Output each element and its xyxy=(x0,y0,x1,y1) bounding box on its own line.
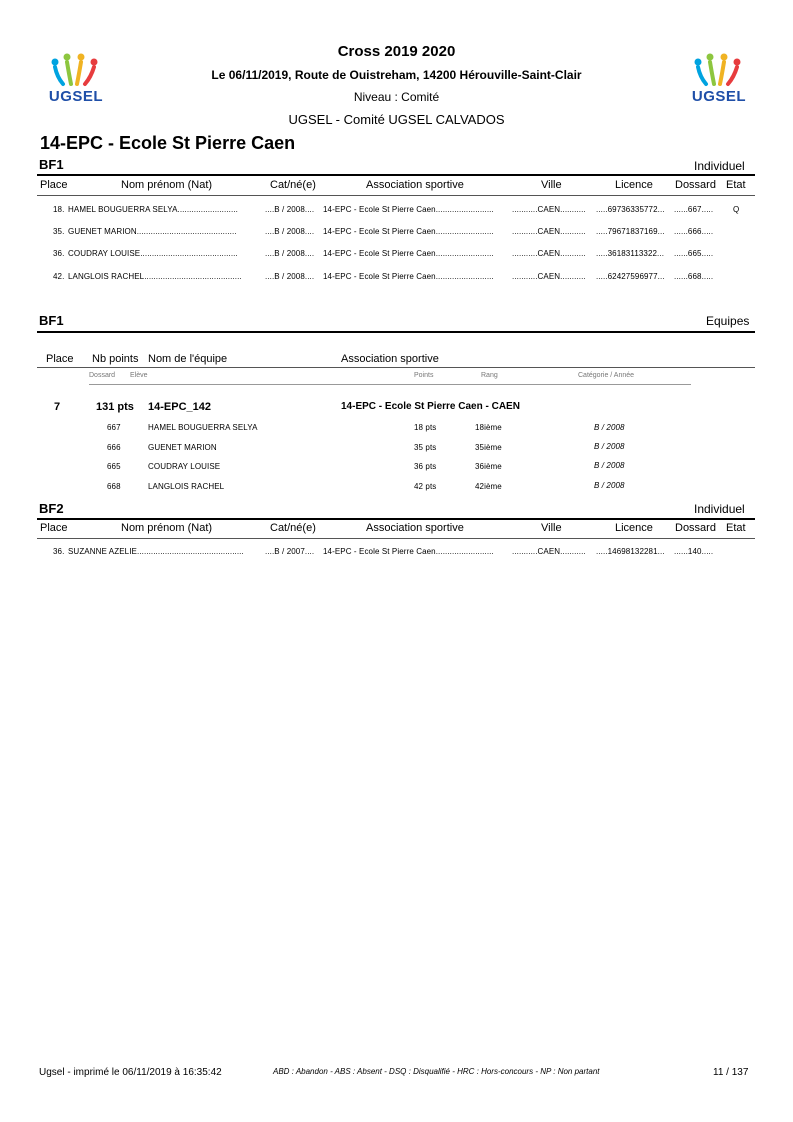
row-asso: 14-EPC - Ecole St Pierre Caen......................... xyxy=(323,205,494,214)
divider xyxy=(89,384,691,385)
col-name: Nom prénom (Nat) xyxy=(121,522,213,534)
row-name: HAMEL BOUGUERRA SELYA.......................... xyxy=(68,205,238,214)
divider xyxy=(37,174,755,176)
member-points: 35 pts xyxy=(414,443,437,452)
row-name: LANGLOIS RACHEL.......................................... xyxy=(68,272,242,281)
team-col-place: Place xyxy=(46,353,74,365)
member-dossard: 665 xyxy=(107,462,121,471)
row-asso: 14-EPC - Ecole St Pierre Caen......................... xyxy=(323,272,494,281)
row-asso: 14-EPC - Ecole St Pierre Caen......................... xyxy=(323,227,494,236)
row-dossard: ......140..... xyxy=(674,547,714,556)
row-ville: ...........CAEN........... xyxy=(512,227,586,236)
member-dossard: 666 xyxy=(107,443,121,452)
col-place: Place xyxy=(40,179,68,191)
divider xyxy=(37,518,755,520)
col-ville: Ville xyxy=(541,522,562,534)
team-points: 131 pts xyxy=(96,401,134,413)
bf1-individual-type: Individuel xyxy=(694,159,745,173)
row-dossard: ......668..... xyxy=(674,272,714,281)
team-name: 14-EPC_142 xyxy=(148,401,211,413)
team-asso: 14-EPC - Ecole St Pierre Caen - CAEN xyxy=(341,401,520,412)
row-dossard: ......666..... xyxy=(674,227,714,236)
document-title: Cross 2019 2020 xyxy=(337,43,456,60)
level-label: Niveau : Comité xyxy=(353,90,440,104)
row-licence: .....69736335772... xyxy=(596,205,665,214)
member-points: 42 pts xyxy=(414,482,437,491)
row-asso: 14-EPC - Ecole St Pierre Caen......................... xyxy=(323,547,494,556)
row-dossard: ......667..... xyxy=(674,205,714,214)
bf2-individual-category: BF2 xyxy=(39,501,64,516)
member-rang: 18ième xyxy=(475,423,502,432)
row-cat: ....B / 2008.... xyxy=(265,227,315,236)
row-licence: .....79671837169... xyxy=(596,227,665,236)
member-name: COUDRAY LOUISE xyxy=(148,462,221,471)
col-dossard: Dossard xyxy=(675,522,716,534)
col-etat: Etat xyxy=(726,522,746,534)
col-asso: Association sportive xyxy=(366,179,464,191)
footer-legend: ABD : Abandon - ABS : Absent - DSQ : Disqualifié - HRC : Hors-concours - NP : Non partant xyxy=(273,1067,600,1076)
divider xyxy=(37,538,755,539)
row-ville: ...........CAEN........... xyxy=(512,205,586,214)
row-name: COUDRAY LOUISE.......................................... xyxy=(68,249,238,258)
bf1-individual-category: BF1 xyxy=(39,157,64,172)
col-licence: Licence xyxy=(615,522,653,534)
member-cat: B / 2008 xyxy=(594,442,625,451)
row-place: 35. xyxy=(53,227,65,236)
footer-page-number: 11 / 137 xyxy=(713,1067,749,1078)
bf1-teams-category: BF1 xyxy=(39,313,64,328)
member-rang: 35ième xyxy=(475,443,502,452)
row-cat: ....B / 2008.... xyxy=(265,249,315,258)
row-cat: ....B / 2007.... xyxy=(265,547,315,556)
member-rang: 36ième xyxy=(475,462,502,471)
row-asso: 14-EPC - Ecole St Pierre Caen......................... xyxy=(323,249,494,258)
col-dossard: Dossard xyxy=(675,179,716,191)
row-ville: ...........CAEN........... xyxy=(512,272,586,281)
row-place: 36. xyxy=(53,547,65,556)
team-subcol-cat: Catégorie / Année xyxy=(578,372,635,379)
row-cat: ....B / 2008.... xyxy=(265,205,315,214)
member-name: HAMEL BOUGUERRA SELYA xyxy=(148,423,258,432)
member-points: 36 pts xyxy=(414,462,437,471)
row-place: 18. xyxy=(53,205,65,214)
row-ville: ...........CAEN........... xyxy=(512,249,586,258)
member-points: 18 pts xyxy=(414,423,437,432)
team-col-name: Nom de l'équipe xyxy=(148,353,228,365)
team-col-asso: Association sportive xyxy=(341,353,439,365)
col-cat: Cat/né(e) xyxy=(270,179,316,191)
member-cat: B / 2008 xyxy=(594,461,625,470)
member-rang: 42ième xyxy=(475,482,502,491)
footer-printed: Ugsel - imprimé le 06/11/2019 à 16:35:42 xyxy=(39,1067,222,1078)
member-dossard: 668 xyxy=(107,482,121,491)
row-etat: Q xyxy=(733,205,740,214)
row-place: 42. xyxy=(53,272,65,281)
col-name: Nom prénom (Nat) xyxy=(121,179,213,191)
team-subcol-eleve: Elève xyxy=(130,372,148,379)
event-date-place: Le 06/11/2019, Route de Ouistreham, 14200 Hérouville-Saint-Clair xyxy=(211,68,582,82)
col-licence: Licence xyxy=(615,179,653,191)
row-name: GUENET MARION........................................... xyxy=(68,227,237,236)
member-cat: B / 2008 xyxy=(594,481,625,490)
row-licence: .....14698132281... xyxy=(596,547,665,556)
logo-text: UGSEL xyxy=(691,88,747,105)
col-cat: Cat/né(e) xyxy=(270,522,316,534)
row-licence: .....62427596977... xyxy=(596,272,665,281)
committee-label: UGSEL - Comité UGSEL CALVADOS xyxy=(288,112,505,127)
bf1-teams-type: Equipes xyxy=(706,314,750,328)
col-asso: Association sportive xyxy=(366,522,464,534)
logo-text: UGSEL xyxy=(48,88,104,105)
row-dossard: ......665..... xyxy=(674,249,714,258)
col-etat: Etat xyxy=(726,179,746,191)
col-place: Place xyxy=(40,522,68,534)
team-subcol-dossard: Dossard xyxy=(89,372,116,379)
member-dossard: 667 xyxy=(107,423,121,432)
row-place: 36. xyxy=(53,249,65,258)
team-subcol-points: Points xyxy=(414,372,434,379)
member-name: LANGLOIS RACHEL xyxy=(148,482,225,491)
team-col-points: Nb points xyxy=(92,353,139,365)
col-ville: Ville xyxy=(541,179,562,191)
member-name: GUENET MARION xyxy=(148,443,217,452)
divider xyxy=(37,331,755,333)
school-title: 14-EPC - Ecole St Pierre Caen xyxy=(40,133,296,153)
divider xyxy=(37,367,755,368)
divider xyxy=(37,195,755,196)
row-ville: ...........CAEN........... xyxy=(512,547,586,556)
row-name: SUZANNE AZELIE.............................................. xyxy=(68,547,244,556)
team-place: 7 xyxy=(54,401,61,413)
row-licence: .....36183113322... xyxy=(596,249,665,258)
row-cat: ....B / 2008.... xyxy=(265,272,315,281)
bf2-individual-type: Individuel xyxy=(694,502,745,516)
member-cat: B / 2008 xyxy=(594,423,625,432)
team-subcol-rang: Rang xyxy=(481,372,498,379)
